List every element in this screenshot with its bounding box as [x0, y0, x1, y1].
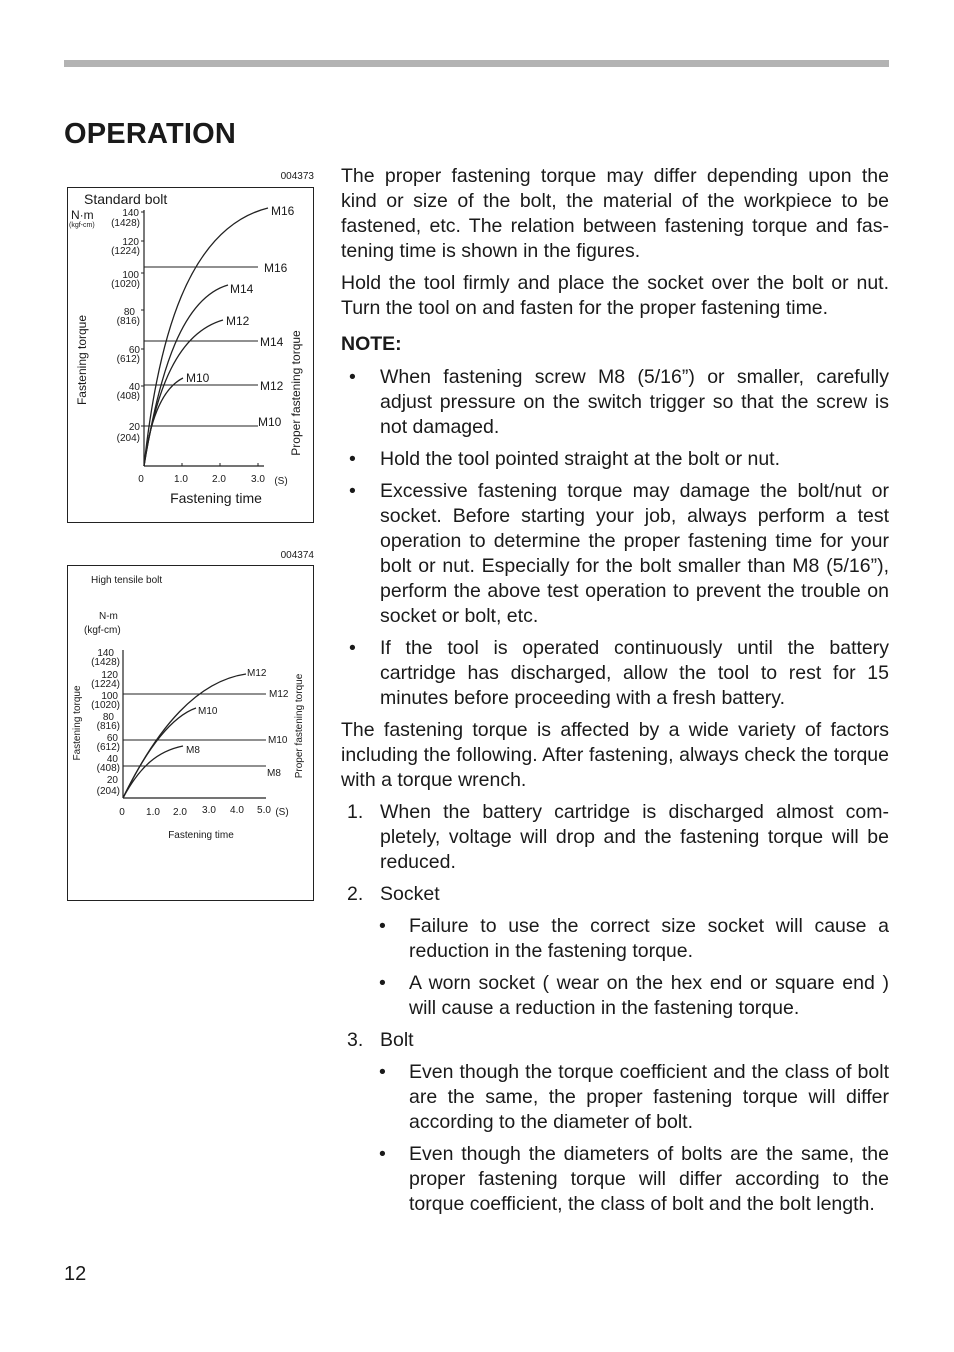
x-tick: 3.0	[202, 805, 216, 816]
y-tick: 60	[106, 733, 118, 744]
y-tick: 120	[122, 237, 139, 248]
proper-label: M10	[268, 735, 288, 746]
curve-label: M10	[198, 706, 218, 717]
curve-m12	[144, 320, 223, 466]
standard-bolt-chart	[68, 188, 312, 521]
note-item: • If the tool is operated continuously until the battery cartridge has discharged, allow the tool to rest for 15 minutes before proceeding with a fresh battery.	[349, 637, 889, 709]
y-tick: 60	[128, 345, 140, 356]
y-tick-sub: (1224)	[111, 246, 140, 257]
high-tensile-bolt-figure	[67, 565, 314, 901]
curve-label: M16	[271, 204, 295, 218]
curve-m16	[144, 208, 268, 466]
y-tick-sub: (204)	[116, 433, 140, 444]
y-tick-sub: (1020)	[111, 279, 140, 290]
factor-subitem: • Even though the diameters of bolts are the same, the proper fastening torque will differ according to the torque coefficient, the class of bolt and the bolt length.	[379, 1143, 889, 1215]
intro-paragraph: The proper fastening torque may differ depending upon the kind or size of the bolt, the material of the workpiece to be fastened, etc. The relation between fastening torque and fastening time is shown in the figures.	[341, 165, 889, 262]
x-tick: 0	[138, 474, 144, 485]
y-tick-sub: (1428)	[91, 657, 120, 668]
proper-label: M14	[260, 335, 284, 349]
high-tensile-bolt-chart	[68, 566, 312, 899]
figure-title: High tensile bolt	[91, 575, 163, 586]
factor-item: 3. Bolt	[347, 1029, 414, 1051]
proper-label: M12	[260, 379, 284, 393]
x-axis-label: Fastening time	[170, 490, 262, 506]
y-tick-sub: (816)	[96, 721, 120, 732]
y-axis-label: Fastening torque	[72, 685, 83, 761]
x-tick: 1.0	[146, 807, 160, 818]
y-tick: 120	[101, 670, 118, 681]
right-axis-label: Proper fastening torque	[289, 330, 303, 456]
figure-title: Standard bolt	[84, 191, 168, 207]
note-heading: NOTE:	[341, 333, 402, 355]
y-tick-sub: (1020)	[91, 700, 120, 711]
y-tick-sub: (816)	[116, 316, 140, 327]
proper-label: M8	[267, 768, 281, 779]
curve-label: M8	[186, 745, 200, 756]
x-tick: 3.0	[251, 474, 265, 485]
curve-m8	[123, 746, 183, 798]
x-unit: (S)	[274, 476, 288, 487]
y-tick-sub: (408)	[116, 391, 140, 402]
unit-main: N·m	[71, 208, 94, 222]
curve-m12	[123, 674, 246, 798]
figure-code: 004373	[280, 171, 314, 182]
unit-sub: (kgf-cm)	[84, 625, 121, 636]
proper-label: M10	[258, 415, 282, 429]
y-tick-sub: (1428)	[111, 218, 140, 229]
y-tick: 140	[97, 648, 114, 659]
factors-paragraph: The fastening torque is affected by a wide variety of factors including the following. After fastening, always check the torque with a torque wrench.	[341, 719, 889, 791]
y-tick: 40	[106, 754, 118, 765]
x-tick: 5.0	[257, 805, 271, 816]
note-item: • When fastening screw M8 (5/16”) or smaller, carefully adjust pressure on the switch trigger so that the screw is not damaged.	[349, 366, 889, 438]
x-unit: (S)	[275, 807, 289, 818]
y-tick-sub: (612)	[116, 354, 140, 365]
text-column	[341, 164, 889, 1224]
y-tick: 80	[123, 307, 135, 318]
intro-paragraph: Hold the tool firmly and place the socket over the bolt or nut. Turn the tool on and fasten for the proper fastening time.	[341, 272, 889, 319]
x-axis-label: Fastening time	[168, 830, 234, 841]
curve-label: M12	[226, 314, 250, 328]
unit-main: N-m	[99, 611, 118, 622]
factor-subitem: • A worn socket ( wear on the hex end or square end ) will cause a reduction in the fastening torque.	[379, 972, 889, 1019]
y-tick-sub: (408)	[96, 763, 120, 774]
y-tick: 80	[102, 712, 114, 723]
figure-code: 004374	[280, 550, 314, 561]
x-tick: 0	[119, 807, 125, 818]
curve-label: M10	[186, 371, 210, 385]
right-axis-label: Proper fastening torque	[294, 673, 305, 779]
y-axis-label: Fastening torque	[75, 314, 89, 406]
page-title: OPERATION	[64, 118, 237, 150]
factor-subitem: • Failure to use the correct size socket will cause a reduction in the fastening torque.	[379, 915, 889, 962]
standard-bolt-figure	[67, 187, 314, 523]
y-tick-sub: (612)	[96, 742, 120, 753]
proper-label: M16	[264, 261, 288, 275]
y-tick-sub: (1224)	[91, 679, 120, 690]
y-tick: 100	[101, 691, 118, 702]
factor-item: 1. When the battery cartridge is discharged almost completely, voltage will drop and the fastening torque will be reduced.	[347, 801, 889, 873]
note-item: • Hold the tool pointed straight at the bolt or nut.	[349, 448, 781, 470]
factor-item: 2. Socket	[347, 883, 440, 905]
note-item: • Excessive fastening torque may damage the bolt/nut or socket. Before starting your job, always perform a test operation to determine the proper fastening time for your bolt or nut. Especially for the bolt smaller than M8 (5/16”), perform the above test operation to prevent the trouble on socket or bolt, etc.	[349, 480, 889, 627]
curve-label: M14	[230, 282, 254, 296]
y-tick: 40	[128, 382, 140, 393]
x-tick: 2.0	[173, 807, 187, 818]
y-tick: 100	[122, 270, 139, 281]
x-tick: 4.0	[230, 805, 244, 816]
y-tick: 20	[106, 775, 118, 786]
curve-label: M12	[247, 668, 267, 679]
unit-sub: (kgf-cm)	[69, 222, 95, 229]
factor-subitem: • Even though the torque coefficient and the class of bolt are the same, the proper fastening torque will differ according to the diameter of bolt.	[379, 1061, 889, 1133]
x-tick: 1.0	[174, 474, 188, 485]
proper-label: M12	[269, 689, 289, 700]
y-tick: 140	[122, 208, 139, 219]
x-tick: 2.0	[212, 474, 226, 485]
page-number: 12	[64, 1263, 87, 1285]
top-rule	[64, 60, 889, 67]
y-tick: 20	[128, 422, 140, 433]
y-tick-sub: (204)	[96, 786, 120, 797]
